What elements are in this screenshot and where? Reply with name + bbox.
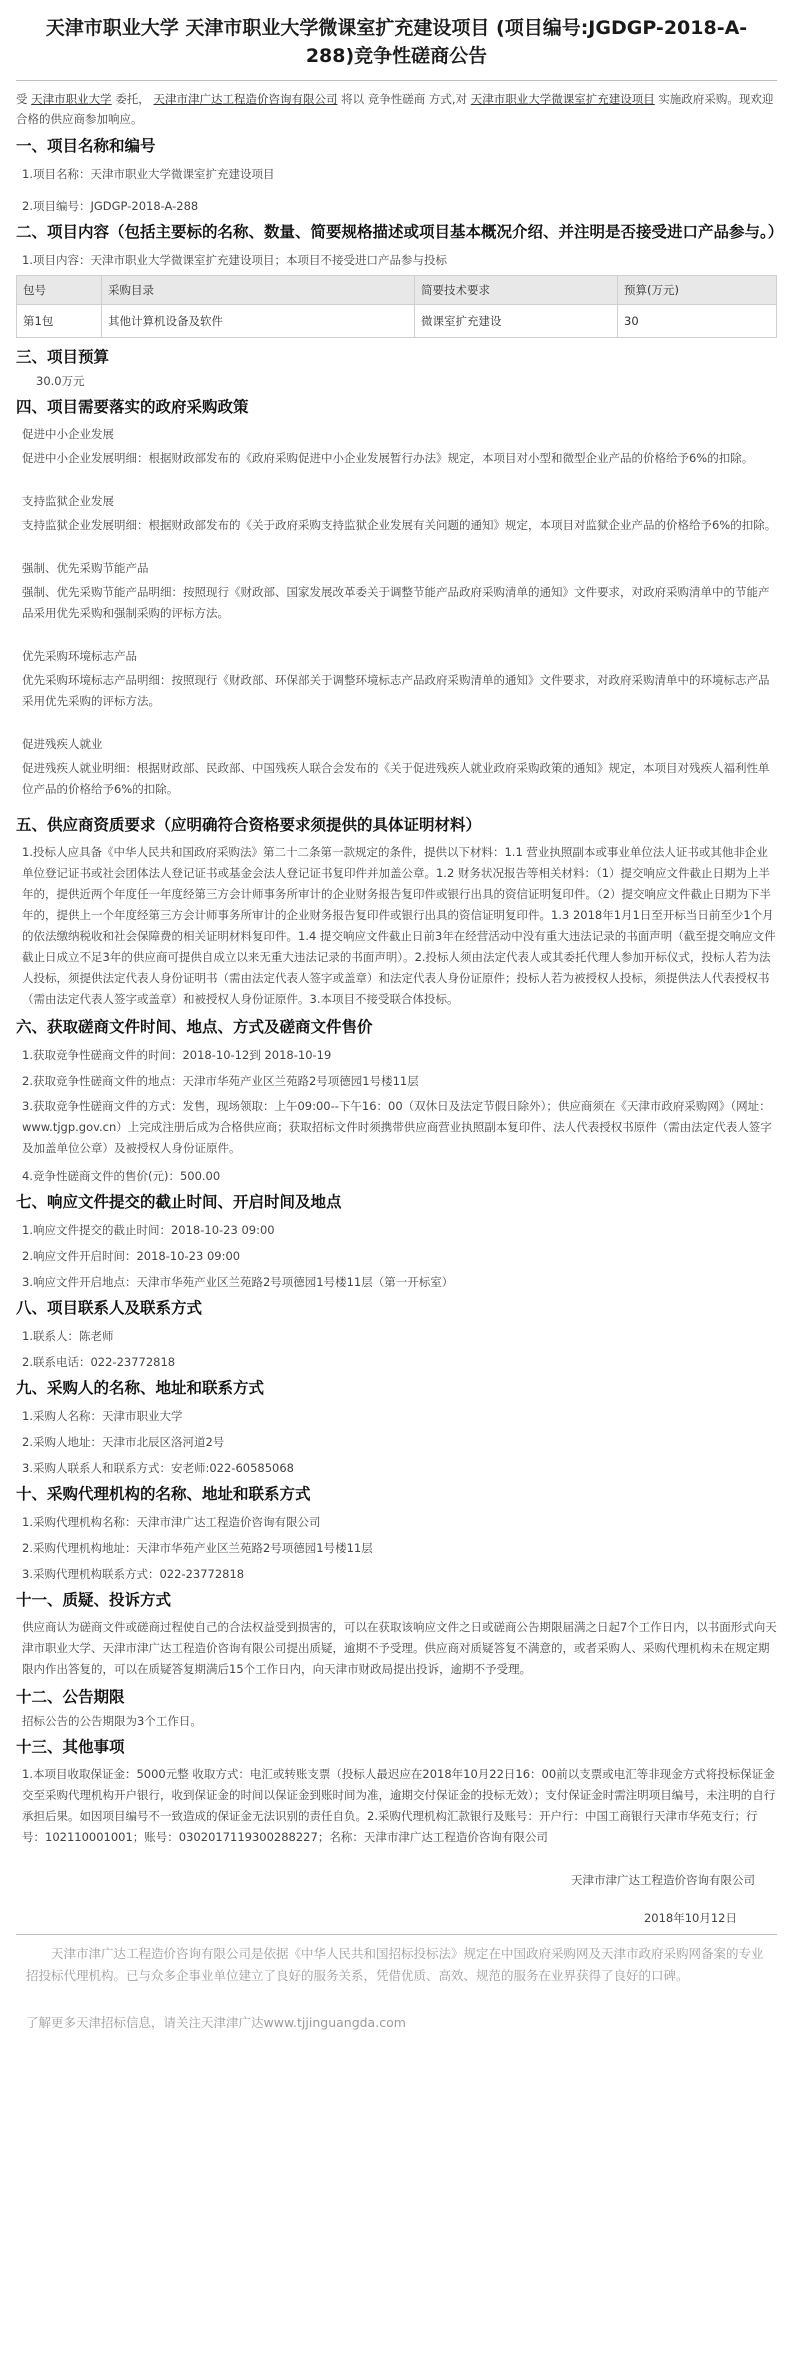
project-content: 1.项目内容：天津市职业大学微课室扩充建设项目；本项目不接受进口产品参与投标: [22, 253, 447, 267]
page-title: 天津市职业大学 天津市职业大学微课室扩充建设项目 (项目编号:JGDGP-2018-A-288)竞争性磋商公告: [45, 17, 748, 67]
table-header-row: [17, 276, 777, 305]
doc-location: 2.获取竞争性磋商文件的地点：天津市华苑产业区兰苑路2号项德园1号楼11层: [22, 1074, 419, 1088]
table-header-cell: 采购目录: [102, 276, 415, 305]
procurement-table: [16, 275, 777, 338]
project-name: 1.项目名称：天津市职业大学微课室扩充建设项目: [22, 167, 275, 181]
purchaser-name: 1.采购人名称：天津市职业大学: [22, 1409, 183, 1423]
project-number: 2.项目编号：JGDGP-2018-A-288: [22, 199, 199, 213]
policy-title: 支持监狱企业发展: [22, 494, 114, 508]
purchaser-address: 2.采购人地址：天津市北辰区洛河道2号: [22, 1435, 225, 1449]
announcement-page: [16, 0, 784, 2031]
purchaser-contact: 3.采购人联系人和联系方式：安老师:022-60585068: [22, 1461, 294, 1475]
contact-phone: 2.联系电话：022-23772818: [22, 1355, 176, 1369]
intro-paragraph: [16, 89, 777, 129]
policy-title: 促进残疾人就业: [22, 737, 103, 751]
doc-price: 4.竞争性磋商文件的售价(元)：500.00: [22, 1169, 221, 1183]
table-header-cell: 预算(万元): [618, 276, 777, 305]
section-1-heading: 一、项目名称和编号: [16, 137, 156, 155]
section-4: [16, 396, 777, 800]
qualification-requirements: 1.投标人应具备《中华人民共和国政府采购法》第二十二条第一款规定的条件，提供以下材料：1.1 营业执照副本或事业单位法人证书或其他非企业单位登记证书或社会团体法人登记证书或基金会法人登记证书复印件并加盖公章。1.2 财务状况报告等相关材料：（1）提交响应文件截止日期为上半年的，提供近两个年度任一年度经第三方会计师事务所审计的企业财务报告复印件或银行出具的资信证明复印件。（2）提交响应文件截止日期为下半年的，提供上一个年度经第三方会计师事务所审计的企业财务报告复印件或银行出具的资信证明复印件。1.3 2018年1月1日至开标当日前至少1个月的依法缴纳税收和社会保障费的相关证明材料复印件。1.4 提交响应文件截止日前3年在经营活动中没有重大违法记录的书面声明（截至提交响应文件截止日成立不足3年的供应商可提供自成立以来无重大违法记录的书面声明）。2.投标人须由法定代表人或其委托代理人参加开标仪式，投标人若为法人投标，须提供法定代表人身份证明书（需由法定代表人签字或盖章）和法定代表人身份证原件；投标人若为被授权人投标，须提供法人代表授权书（需由法定代表人签字或盖章）和被授权人身份证原件。3.本项目不接受联合体投标。: [22, 845, 776, 1006]
announcement-period: 招标公告的公告期限为3个工作日。: [22, 1714, 202, 1728]
policy-block: [22, 424, 777, 469]
table-header-cell: 包号: [17, 276, 102, 305]
policy-title: 促进中小企业发展: [22, 427, 114, 441]
section-9: [16, 1377, 777, 1477]
section-3-heading: 三、项目预算: [16, 348, 110, 366]
section-11: [16, 1589, 777, 1680]
policy-block: [22, 734, 777, 800]
policy-block: [22, 558, 777, 624]
project-link[interactable]: 天津市职业大学微课室扩充建设项目: [470, 92, 655, 106]
opening-location: 3.响应文件开启地点：天津市华苑产业区兰苑路2号项德园1号楼11层（第一开标室）: [22, 1275, 454, 1289]
agency-address: 2.采购代理机构地址：天津市华苑产业区兰苑路2号项德园1号楼11层: [22, 1541, 373, 1555]
submission-deadline: 1.响应文件提交的截止时间：2018-10-23 09:00: [22, 1223, 275, 1237]
table-cell: 第1包: [17, 305, 102, 338]
agency-link[interactable]: 天津市津广达工程造价咨询有限公司: [153, 92, 338, 106]
signature-company: 天津市津广达工程造价咨询有限公司: [571, 1873, 755, 1887]
section-2-heading: 二、项目内容（包括主要标的名称、数量、简要规格描述或项目基本概况介绍、并注明是否接受进口产品参与。）: [16, 223, 784, 241]
intro-text-3: 将以 竞争性磋商 方式,对: [341, 92, 468, 106]
section-3: [16, 346, 777, 390]
budget-value: 30.0万元: [36, 374, 85, 388]
other-matters: 1.本项目收取保证金：5000元整 收取方式：电汇或转账支票（投标人最迟应在2018年10月22日16：00前以支票或电汇等非现金方式将投标保证金交至采购代理机构开户银行，收到保证金的时间以保证金到账时间为准，逾期交付保证金的投标无效）；支付保证金时需注明项目编号，未注明的自行承担后果。如因项目编号不一致造成的保证金无法识别的责任自负。2.采购代理机构汇款银行及账号：开户行：中国工商银行天津市华苑支行；行号：102110001001；账号：0302017119300288227；名称：天津市津广达工程造价咨询有限公司: [22, 1767, 776, 1844]
buyer-link[interactable]: 天津市职业大学: [31, 92, 112, 106]
section-8-heading: 八、项目联系人及联系方式: [16, 1299, 203, 1317]
table-row: [17, 305, 777, 338]
policy-title: 优先采购环境标志产品: [22, 649, 137, 663]
policy-block: [22, 646, 777, 712]
opening-time: 2.响应文件开启时间：2018-10-23 09:00: [22, 1249, 241, 1263]
agency-contact: 3.采购代理机构联系方式：022-23772818: [22, 1567, 245, 1581]
section-8: [16, 1297, 777, 1371]
section-5: [16, 814, 777, 1010]
title-divider: [16, 80, 777, 81]
section-7: [16, 1191, 777, 1291]
section-12: [16, 1686, 777, 1730]
company-intro: 天津市津广达工程造价咨询有限公司是依据《中华人民共和国招标投标法》规定在中国政府采购网及天津市政府采购网备案的专业招投标代理机构。已与众多企事业单位建立了良好的服务关系，凭借优质、高效、规范的服务在业界获得了良好的口碑。: [26, 1946, 764, 1983]
policy-detail: 促进中小企业发展明细：根据财政部发布的《政府采购促进中小企业发展暂行办法》规定，本项目对小型和微型企业产品的价格给予6%的扣除。: [22, 451, 754, 465]
complaint-method: 供应商认为磋商文件或磋商过程使自己的合法权益受到损害的，可以在获取该响应文件之日或磋商公告期限届满之日起7个工作日内，以书面形式向天津市职业大学、天津市津广达工程造价咨询有限公司提出质疑，逾期不予受理。供应商对质疑答复不满意的，或者采购人、采购代理机构未在规定期限内作出答复的，可以在质疑答复期满后15个工作日内，向天津市财政局提出投诉，逾期不予受理。: [22, 1620, 777, 1676]
policy-detail: 强制、优先采购节能产品明细：按照现行《财政部、国家发展改革委关于调整节能产品政府采购清单的通知》文件要求，对政府采购清单中的节能产品采用优先采购和强制采购的评标方法。: [22, 585, 770, 620]
section-4-heading: 四、项目需要落实的政府采购政策: [16, 398, 249, 416]
section-9-heading: 九、采购人的名称、地址和联系方式: [16, 1379, 265, 1397]
intro-text-2: 委托，: [115, 92, 150, 106]
table-cell: 30: [618, 305, 777, 338]
footer-divider: [16, 1934, 777, 1935]
section-5-heading: 五、供应商资质要求（应明确符合资格要求须提供的具体证明材料）: [16, 816, 482, 834]
section-13-heading: 十三、其他事项: [16, 1738, 125, 1756]
section-1: [16, 135, 777, 215]
section-7-heading: 七、响应文件提交的截止时间、开启时间及地点: [16, 1193, 342, 1211]
policy-detail: 促进残疾人就业明细：根据财政部、民政部、中国残疾人联合会发布的《关于促进残疾人就业政府采购政策的通知》规定，本项目对残疾人福利性单位产品的价格给予6%的扣除。: [22, 761, 770, 796]
signature-date: 2018年10月12日: [643, 1911, 737, 1925]
section-13: [16, 1736, 777, 1926]
doc-time: 1.获取竞争性磋商文件的时间：2018-10-12到 2018-10-19: [22, 1048, 332, 1062]
policy-detail: 支持监狱企业发展明细：根据财政部发布的《关于政府采购支持监狱企业发展有关问题的通知》规定，本项目对监狱企业产品的价格给予6%的扣除。: [22, 518, 777, 532]
table-cell: 其他计算机设备及软件: [102, 305, 415, 338]
more-info-text: 了解更多天津招标信息，请关注天津津广达: [26, 2015, 264, 2030]
intro-text-4: 实施政府采购。现欢迎合格的供应商参加响应。: [16, 92, 774, 126]
section-6: [16, 1016, 777, 1185]
contact-person: 1.联系人：陈老师: [22, 1329, 114, 1343]
section-2: [16, 221, 784, 338]
section-12-heading: 十二、公告期限: [16, 1688, 125, 1706]
section-10: [16, 1483, 777, 1583]
intro-text-1: 受: [16, 92, 28, 106]
doc-method: 3.获取竞争性磋商文件的方式：发售，现场领取：上午09:00--下午16：00（双休日及法定节假日除外）；供应商须在《天津市政府采购网》（网址：www.tjgp.gov.cn）上完成注册后成为合格供应商；获取招标文件时须携带供应商营业执照副本复印件、法人代表授权书原件（需由法定代表人签字及加盖单位公章）及被授权人身份证原件。: [22, 1099, 772, 1155]
section-11-heading: 十一、质疑、投诉方式: [16, 1591, 172, 1609]
policy-block: [22, 491, 777, 536]
agency-name: 1.采购代理机构名称：天津市津广达工程造价咨询有限公司: [22, 1515, 321, 1529]
table-header-cell: 简要技术要求: [415, 276, 618, 305]
more-info: [26, 2013, 777, 2031]
table-cell: 微课室扩充建设: [415, 305, 618, 338]
website-link[interactable]: www.tjjinguangda.com: [263, 2015, 406, 2030]
section-6-heading: 六、获取磋商文件时间、地点、方式及磋商文件售价: [16, 1018, 373, 1036]
policy-detail: 优先采购环境标志产品明细：按照现行《财政部、环保部关于调整环境标志产品政府采购清单的通知》文件要求，对政府采购清单中的环境标志产品采用优先采购的评标方法。: [22, 673, 770, 708]
policy-title: 强制、优先采购节能产品: [22, 561, 149, 575]
section-10-heading: 十、采购代理机构的名称、地址和联系方式: [16, 1485, 311, 1503]
